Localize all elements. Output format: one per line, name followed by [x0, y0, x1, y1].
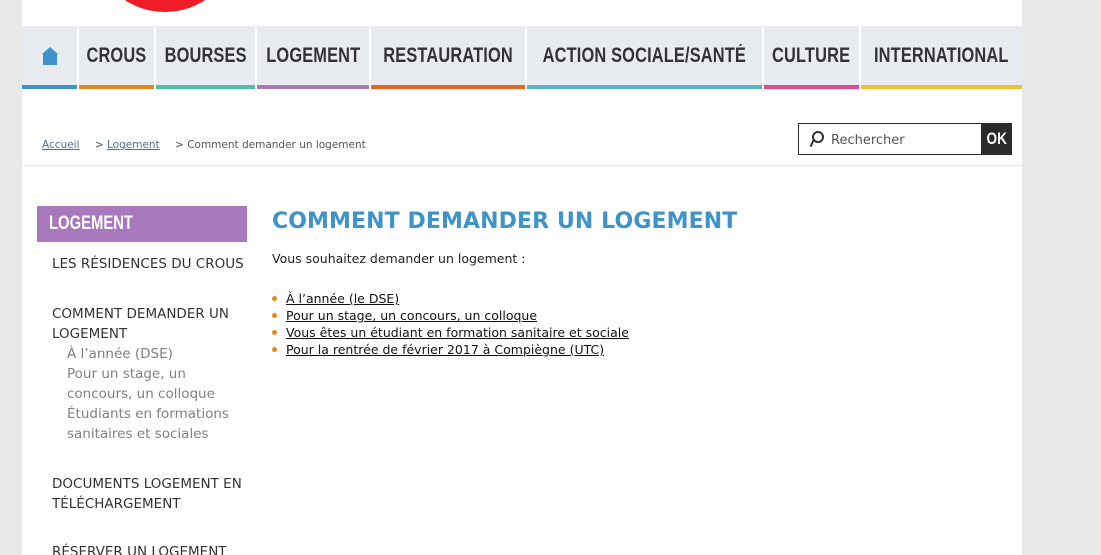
search-input[interactable] [829, 130, 981, 150]
list-item [272, 307, 992, 324]
list-item [272, 324, 992, 341]
breadcrumb [42, 139, 366, 151]
nav-logement[interactable] [257, 26, 369, 89]
page-title: COMMENT DEMANDER UN LOGEMENT [272, 209, 738, 234]
nav-bar [764, 85, 859, 89]
sidebar-submenu [67, 344, 252, 444]
home-icon [42, 47, 58, 65]
nav-crous[interactable] [79, 26, 154, 89]
search-icon [809, 131, 823, 147]
sidebar-item-residences[interactable]: LES RÉSIDENCES DU CROUS [52, 256, 244, 272]
sidebar-item-documents[interactable]: DOCUMENTS LOGEMENT EN TÉLÉCHARGEMENT [52, 476, 242, 512]
nav-home[interactable] [22, 26, 77, 89]
nav-action-sociale[interactable] [527, 26, 762, 89]
sidebar-item-reserver[interactable]: RÉSERVER UN LOGEMENT [52, 544, 227, 555]
nav-restauration[interactable] [371, 26, 525, 89]
nav-bar [861, 85, 1022, 89]
intro-text: Vous souhaitez demander un logement : [272, 251, 526, 266]
search-box [798, 123, 1012, 155]
header-divider [22, 165, 1022, 166]
nav-bar [527, 85, 762, 89]
breadcrumb-logement-link[interactable]: Logement [107, 139, 160, 151]
nav-culture[interactable] [764, 26, 859, 89]
sidebar-heading-label: LOGEMENT [49, 213, 133, 234]
breadcrumb-separator: > [175, 139, 184, 151]
bullet-icon [272, 347, 277, 352]
sidebar-subitem-stage[interactable]: Pour un stage, un concours, un colloque [67, 366, 215, 402]
link-dse[interactable]: À l’année (le DSE) [286, 291, 400, 306]
nav-international[interactable] [861, 26, 1022, 89]
nav-label: ACTION SOCIALE/SANTÉ [542, 43, 747, 67]
link-fevrier[interactable]: Pour la rentrée de février 2017 à Compiègne (UTC) [286, 342, 605, 357]
nav-bourses[interactable] [156, 26, 255, 89]
list-item [272, 341, 992, 358]
nav-bar [79, 85, 154, 89]
bullet-icon [272, 313, 277, 318]
nav-home-bar [22, 85, 77, 89]
breadcrumb-home-link[interactable]: Accueil [42, 139, 80, 151]
crous-logo[interactable] [100, 0, 230, 12]
nav-bar [257, 85, 369, 89]
nav-bar [156, 85, 255, 89]
nav-label: LOGEMENT [265, 43, 361, 67]
nav-bar [371, 85, 525, 89]
link-sanitaire[interactable]: Vous êtes un étudiant en formation sanitaire et sociale [286, 325, 629, 340]
search-ok-label: OK [986, 129, 1007, 148]
sidebar-subitem-dse[interactable]: À l’année (DSE) [67, 346, 173, 362]
nav-label: BOURSES [164, 43, 247, 67]
sidebar-subitem-sanitaire[interactable]: Étudiants en formations sanitaires et sociales [67, 406, 229, 442]
bullet-icon [272, 330, 277, 335]
search-ok-button[interactable] [981, 123, 1012, 155]
bullet-icon [272, 296, 277, 301]
link-stage[interactable]: Pour un stage, un concours, un colloque [286, 308, 538, 323]
main-nav [22, 26, 1022, 89]
breadcrumb-separator: > [94, 139, 104, 151]
sidebar-heading [37, 206, 247, 242]
link-list [272, 290, 992, 358]
sidebar-item-comment-demander[interactable]: COMMENT DEMANDER UN LOGEMENT [52, 306, 229, 342]
nav-label: CROUS [86, 43, 147, 67]
sidebar-menu [52, 254, 252, 555]
page [22, 0, 1022, 555]
nav-label: RESTAURATION [383, 43, 513, 67]
nav-label: INTERNATIONAL [874, 43, 1009, 67]
main-content [272, 207, 992, 358]
breadcrumb-current: Comment demander un logement [187, 139, 366, 151]
nav-label: CULTURE [772, 43, 851, 67]
list-item [272, 290, 992, 307]
